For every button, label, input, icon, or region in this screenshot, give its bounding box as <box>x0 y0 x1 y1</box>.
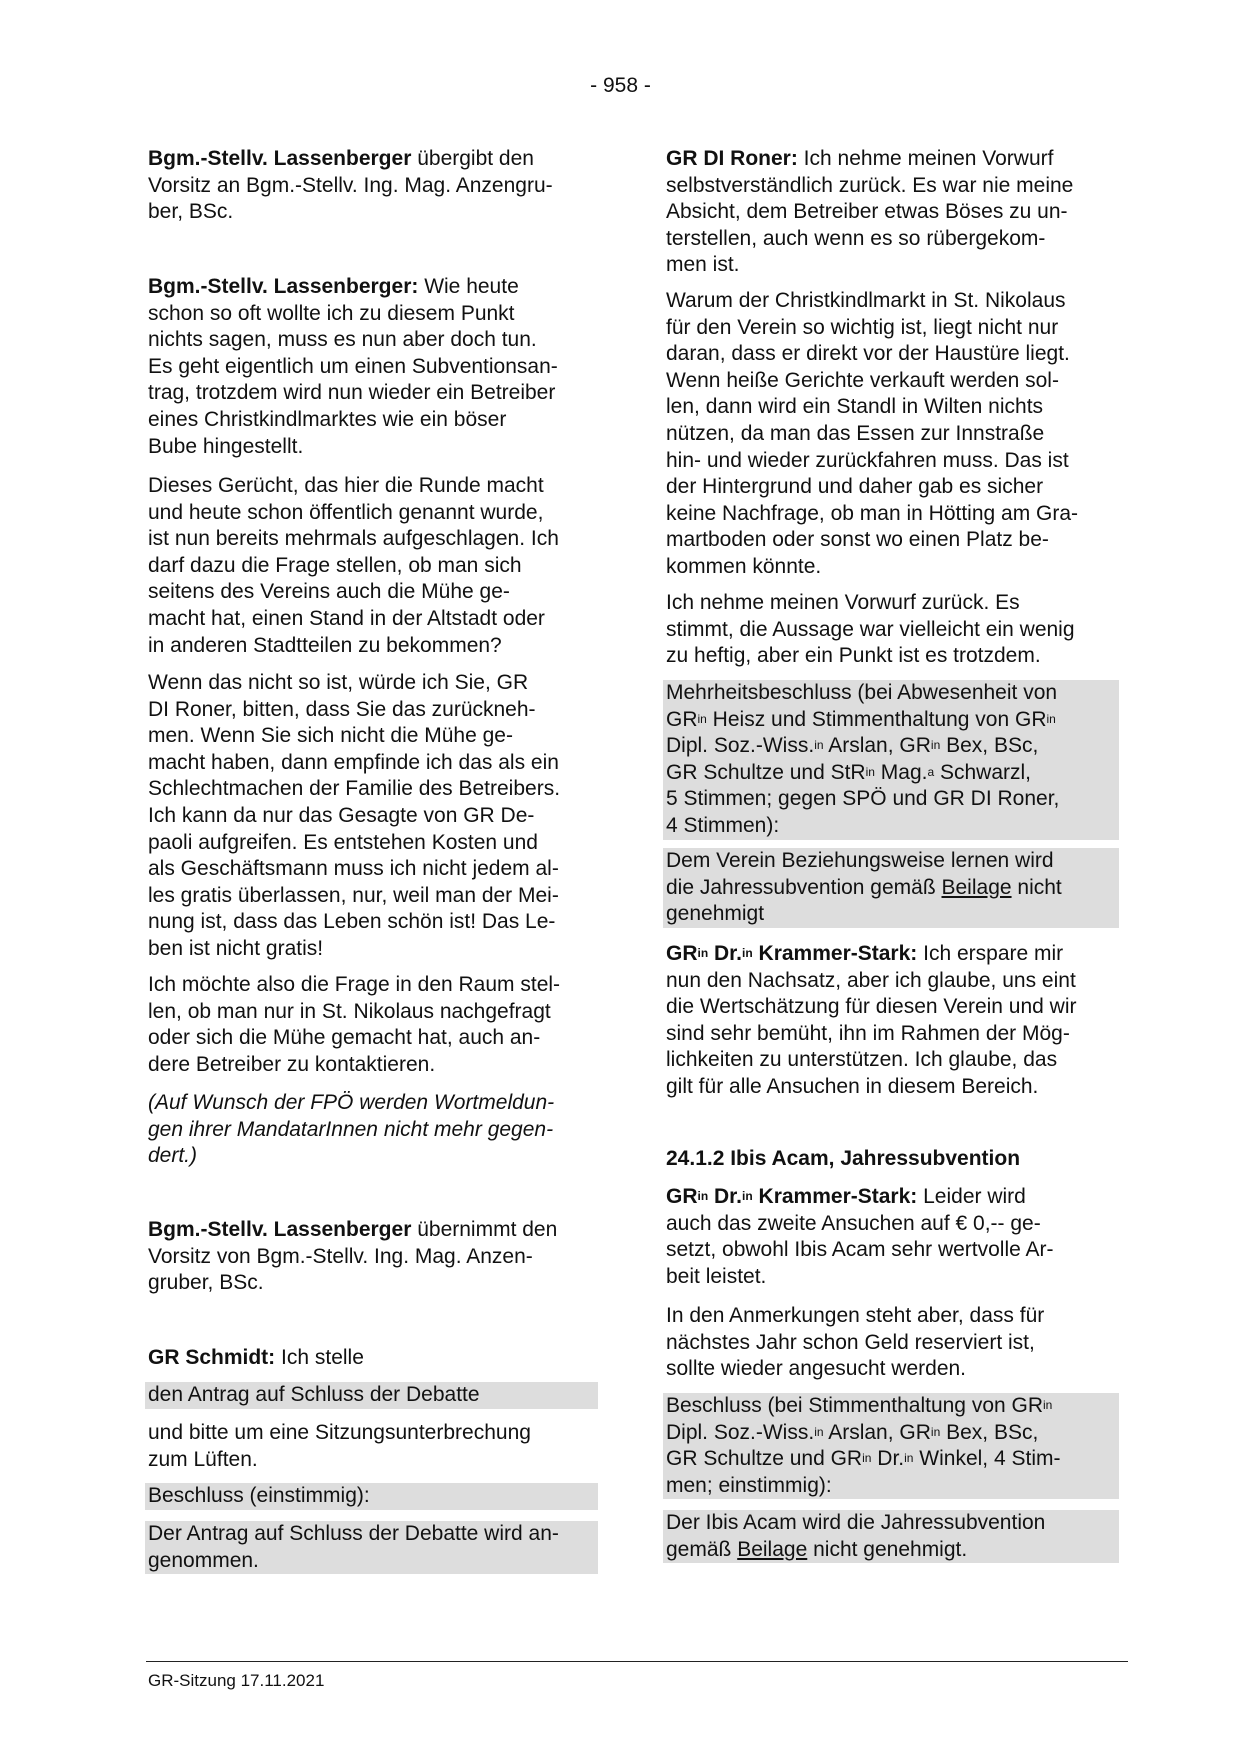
beilage-link-1[interactable]: Beilage <box>941 875 1012 899</box>
left-paragraph-8: GR Schmidt: Ich stelle <box>148 1346 364 1369</box>
speaker-name: Bgm.-Stellv. Lassenberger: <box>148 275 419 298</box>
right-paragraph-6: In den Anmerkungen steht aber, dass für nächstes Jahr schon Geld reserviert ist, sollte wieder angesucht werden. <box>666 1304 1045 1381</box>
speaker-name: $GR^{in}$ Dr.$^{in}$ Krammer-Stark: <box>666 1185 918 1208</box>
footer-divider <box>146 1661 1128 1662</box>
left-paragraph-1: Bgm.-Stellv. Lassenberger übergibt den Vorsitz an Bgm.-Stellv. Ing. Mag. Anzengru- ber, BSc. <box>148 147 553 224</box>
left-paragraph-6-note: (Auf Wunsch der FPÖ werden Wortmeldun- gen ihrer MandatarInnen nicht mehr gegen- dert.) <box>148 1091 555 1168</box>
left-paragraph-7: Bgm.-Stellv. Lassenberger übernimmt den Vorsitz von Bgm.-Stellv. Ing. Mag. Anzen- gruber, BSc. <box>148 1218 558 1295</box>
vote-box-1: Mehrheitsbeschluss (bei Abwesenheit von $GR^{in}$ Heisz und Stimmenthaltung von $GR^{in}$ Dipl. Soz.-Wiss.$^{in}$ Arslan, $GR^{in}$ Bex, BSc, GR Schultze und StR$^{in}$ Mag.$^a$ Schwarzl, 5 Stimmen; gegen SPÖ und GR DI Roner, 4 Stimmen): <box>663 680 1119 840</box>
speaker-name: Bgm.-Stellv. Lassenberger <box>148 147 412 170</box>
speaker-name: GR Schmidt: <box>148 1346 276 1369</box>
result-box-2: Der Ibis Acam wird die Jahressubvention gemäß Beilage nicht genehmigt. <box>663 1510 1119 1563</box>
speaker-name: Bgm.-Stellv. Lassenberger <box>148 1218 412 1241</box>
page-number: - 958 - <box>590 74 651 97</box>
left-paragraph-3: Dieses Gerücht, das hier die Runde macht und heute schon öffentlich genannt wurde, ist nun bereits mehrmals aufgeschlagen. Ich darf dazu die Frage stellen, ob man sich seitens des Vereins auch die Mühe ge- macht hat, einen Stand in der Altstadt oder in anderen Stadtteilen zu bekommen? <box>148 474 559 657</box>
left-paragraph-10: und bitte um eine Sitzungsunterbrechung zum Lüften. <box>148 1421 531 1471</box>
right-paragraph-5: $GR^{in}$ Dr.$^{in}$ Krammer-Stark: Leider wird auch das zweite Ansuchen auf € 0,-- ge- setzt, obwohl Ibis Acam sehr wertvolle Ar- beit leistet. <box>666 1185 1054 1288</box>
footer-text: GR-Sitzung 17.11.2021 <box>148 1671 325 1690</box>
section-heading: 24.1.2 Ibis Acam, Jahressubvention <box>666 1147 1021 1170</box>
result-box-1: Dem Verein Beziehungsweise lernen wird die Jahressubvention gemäß Beilage nicht genehmigt <box>663 848 1119 928</box>
resolution-box-left: Beschluss (einstimmig): <box>145 1483 598 1510</box>
result-box-left: Der Antrag auf Schluss der Debatte wird an- genommen. <box>145 1521 598 1574</box>
speaker-name: GR DI Roner: <box>666 147 798 170</box>
left-paragraph-4: Wenn das nicht so ist, würde ich Sie, GR DI Roner, bitten, dass Sie das zurückneh- men. Wenn Sie sich nicht die Mühe ge- macht haben, dann empfinde ich das als ein Schlechtmachen der Familie des Betreibers. Ich kann da nur das Gesagte von GR De- paoli aufgreifen. Es entstehen Kosten und als Geschäftsmann muss ich nicht jedem al- les gratis überlassen, nur, weil man der Mei- nung ist, dass das Leben schön ist! Das Le- ben ist nicht gratis! <box>148 671 561 960</box>
right-paragraph-4: $GR^{in}$ Dr.$^{in}$ Krammer-Stark: Ich erspare mir nun den Nachsatz, aber ich glaube, uns eint die Wertschätzung für diesen Verein und wir sind sehr bemüht, ihn im Rahmen der Mög- lichkeiten zu unterstützen. Ich glaube, das gilt für alle Ansuchen in diesem Bereich. <box>666 942 1077 1098</box>
beilage-link-2[interactable]: Beilage <box>737 1537 808 1561</box>
motion-box: den Antrag auf Schluss der Debatte <box>145 1382 598 1409</box>
speaker-name: $GR^{in}$ Dr.$^{in}$ Krammer-Stark: <box>666 942 918 965</box>
left-paragraph-2: Bgm.-Stellv. Lassenberger: Wie heute schon so oft wollte ich zu diesem Punkt nichts sagen, muss es nun aber doch tun. Es geht eigentlich um einen Subventionsan- trag, trotzdem wird nun wieder ein Betreiber eines Christkindlmarktes wie ein böser Bube hingestellt. <box>148 275 558 458</box>
right-paragraph-2: Warum der Christkindlmarkt in St. Nikolaus für den Verein so wichtig ist, liegt nicht nur daran, dass er direkt vor der Haustüre liegt. Wenn heiße Gerichte verkauft werden sol- len, dann wird ein Standl in Wilten nichts nützen, da man das Essen zur Innstraße hin- und wieder zurückfahren muss. Das ist der Hintergrund und daher gab es sicher keine Nachfrage, ob man in Hötting am Gra- martboden oder sonst wo einen Platz be- kommen könnte. <box>666 289 1079 578</box>
right-paragraph-3: Ich nehme meinen Vorwurf zurück. Es stimmt, die Aussage war vielleicht ein wenig zu heftig, aber ein Punkt ist es trotzdem. <box>666 591 1075 668</box>
left-paragraph-5: Ich möchte also die Frage in den Raum stel- len, ob man nur in St. Nikolaus nachgefragt oder sich die Mühe gemacht hat, auch an- dere Betreiber zu kontaktieren. <box>148 973 561 1076</box>
right-paragraph-1: GR DI Roner: Ich nehme meinen Vorwurf selbstverständlich zurück. Es war nie meine Absicht, dem Betreiber etwas Böses zu un- terstellen, auch wenn es so rübergekom- men ist. <box>666 147 1074 277</box>
vote-box-2: Beschluss (bei Stimmenthaltung von $GR^{in}$ Dipl. Soz.-Wiss.$^{in}$ Arslan, $GR^{in}$ Bex, BSc, GR Schultze und $GR^{in}$ Dr.$^{in}$ Winkel, 4 Stim- men; einstimmig): <box>663 1393 1119 1499</box>
